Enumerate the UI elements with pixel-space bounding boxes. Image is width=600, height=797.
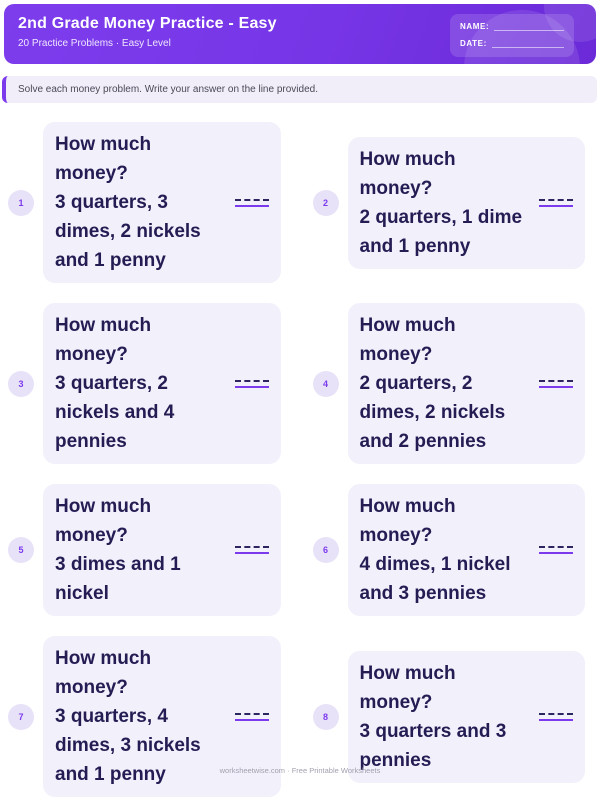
- problem-details: 3 quarters, 2 nickels and 4 pennies: [55, 373, 175, 452]
- problem-prompt: How much money?: [359, 496, 456, 546]
- problem-text: [55, 130, 224, 275]
- problem-number-badge: 8: [313, 704, 339, 730]
- problem-details: 2 quarters, 2 dimes, 2 nickels and 2 pennies: [359, 373, 506, 452]
- problem-number-badge: 4: [313, 371, 339, 397]
- problem-details: 2 quarters, 1 dime and 1 penny: [359, 206, 523, 257]
- problem-number-badge: 2: [313, 190, 339, 216]
- name-blank-line[interactable]: [494, 23, 564, 31]
- problem-number-badge: 7: [8, 704, 34, 730]
- name-row: [460, 22, 564, 31]
- problem-item-4: [313, 303, 586, 464]
- problem-text: [55, 311, 224, 456]
- answer-blank[interactable]: [539, 380, 573, 388]
- problem-prompt: How much money?: [359, 148, 456, 199]
- problem-prompt: How much money?: [359, 662, 456, 713]
- problem-card: [348, 137, 586, 269]
- date-label: DATE:: [460, 39, 487, 48]
- problem-item-3: [8, 303, 281, 464]
- answer-blank[interactable]: [235, 546, 269, 554]
- answer-blank[interactable]: [539, 546, 573, 554]
- footer-credit: worksheetwise.com · Free Printable Worksheets: [219, 766, 381, 775]
- problem-item-1: [8, 122, 281, 283]
- problem-prompt: How much money?: [55, 648, 152, 698]
- problem-prompt: How much money?: [55, 315, 152, 365]
- problem-card: [43, 122, 281, 283]
- problem-item-2: [313, 122, 586, 283]
- problem-prompt: How much money?: [359, 315, 456, 365]
- answer-blank[interactable]: [539, 199, 573, 207]
- answer-blank[interactable]: [235, 199, 269, 207]
- problem-prompt: How much money?: [55, 134, 152, 184]
- problem-text: [360, 311, 529, 456]
- problem-card: [43, 303, 281, 464]
- problem-card: [348, 303, 586, 464]
- problem-details: 3 quarters and 3 pennies: [359, 720, 507, 771]
- problem-prompt: How much money?: [55, 496, 152, 546]
- problem-number-badge: 5: [8, 537, 34, 563]
- answer-blank[interactable]: [539, 713, 573, 721]
- name-label: NAME:: [460, 22, 490, 31]
- date-blank-line[interactable]: [492, 40, 564, 48]
- problem-text: [360, 145, 529, 261]
- name-date-box: [450, 14, 574, 57]
- instruction-bar: Solve each money problem. Write your answer on the line provided.: [2, 76, 597, 103]
- problem-text: [55, 492, 224, 608]
- answer-blank[interactable]: [235, 380, 269, 388]
- problem-card: [348, 651, 586, 783]
- problem-number-badge: 1: [8, 190, 34, 216]
- worksheet-header: [4, 4, 596, 64]
- problem-text: [360, 492, 529, 608]
- problem-details: 3 dimes and 1 nickel: [55, 554, 181, 604]
- answer-blank[interactable]: [235, 713, 269, 721]
- problem-number-badge: 3: [8, 371, 34, 397]
- problems-grid: [0, 122, 600, 797]
- problem-card: [348, 484, 586, 616]
- problem-details: 3 quarters, 4 dimes, 3 nickels and 1 penny: [55, 706, 201, 785]
- page-subtitle: 20 Practice Problems · Easy Level: [18, 38, 171, 49]
- date-row: [460, 39, 564, 48]
- problem-card: [43, 484, 281, 616]
- page-title: 2nd Grade Money Practice - Easy: [18, 15, 277, 32]
- problem-details: 3 quarters, 3 dimes, 2 nickels and 1 penny: [55, 192, 201, 271]
- problem-number-badge: 6: [313, 537, 339, 563]
- problem-text: [360, 659, 529, 775]
- header-titles: [18, 15, 277, 49]
- problem-item-6: [313, 484, 586, 616]
- problem-item-5: [8, 484, 281, 616]
- problem-details: 4 dimes, 1 nickel and 3 pennies: [359, 554, 511, 604]
